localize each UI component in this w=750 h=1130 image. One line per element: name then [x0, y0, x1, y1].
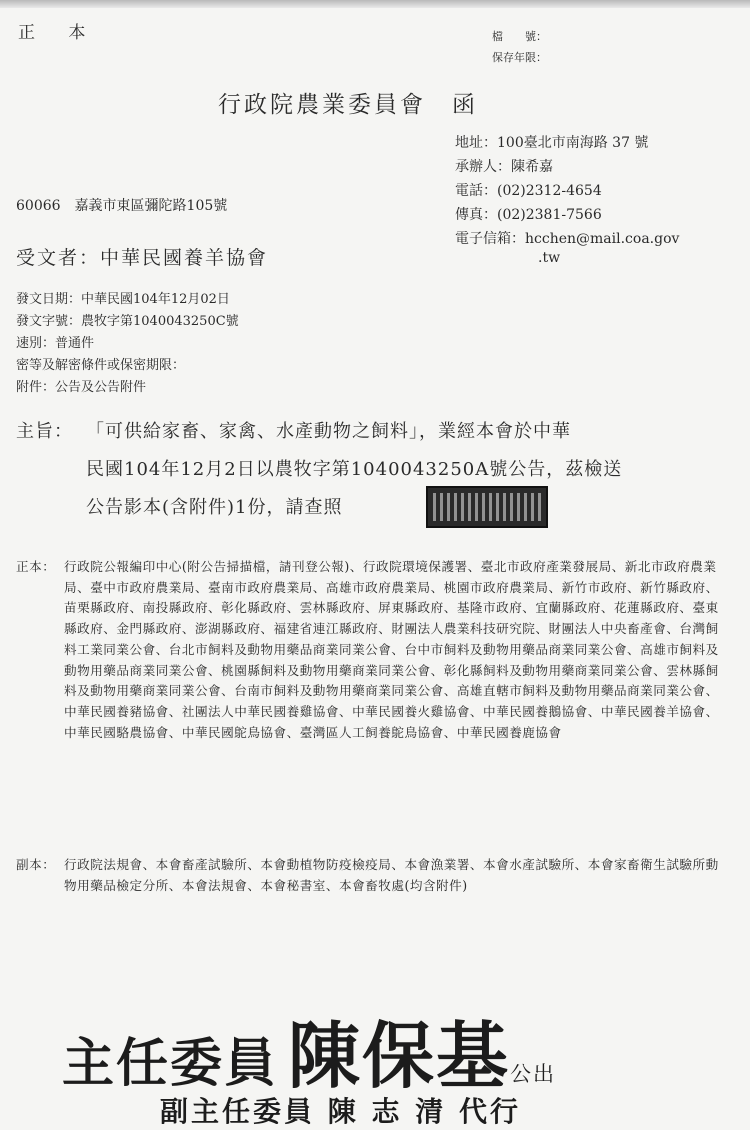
delivery-speed: 速別：普通件	[16, 336, 95, 351]
copy-recipients-text: 行政院法規會、本會畜產試驗所、本會動植物防疫檢疫局、本會漁業署、本會水產試驗所、本會家畜衛生試驗所動物用藥品檢定分所、本會法規會、本會秘書室、本會畜牧處(均含附件)	[64, 857, 719, 893]
recipient: 受文者：中華民國養羊協會	[16, 247, 269, 269]
scan-edge	[0, 0, 750, 8]
official-seal-stamp	[426, 486, 548, 528]
subject-line-3: 公告影本(含附件)1份，請查照	[86, 497, 343, 518]
file-number-label: 檔 號：	[492, 30, 547, 43]
retention-period-label: 保存年限：	[492, 51, 547, 64]
away-note: 公出	[510, 1062, 557, 1086]
contact-email-cont: .tw	[538, 250, 561, 266]
chairman-name: 陳保基	[288, 1013, 511, 1098]
chairman-title: 主任委員	[62, 1033, 279, 1094]
original-label: 正本：	[16, 559, 56, 574]
copy-label: 副本：	[16, 857, 56, 872]
issue-date: 發文日期：中華民國104年12月02日	[16, 292, 230, 307]
attachments: 附件：公告及公告附件	[16, 380, 147, 395]
copy-recipients	[16, 855, 728, 896]
contact-fax: 傳真：(02)2381-7566	[455, 207, 602, 223]
chairman-signature	[62, 998, 556, 1102]
contact-handler: 承辦人：陳希嘉	[455, 159, 553, 175]
contact-phone: 電話：(02)2312-4654	[455, 183, 602, 199]
deputy-signature: 副主任委員 陳 志 清 代行	[160, 1095, 521, 1128]
subject-line-1: 「可供給家畜、家禽、水產動物之飼料」，業經本會於中華	[86, 421, 571, 442]
document-number: 發文字號：農牧字第1040043250C號	[16, 314, 239, 329]
document-type: 函	[452, 92, 478, 118]
original-recipients	[16, 557, 728, 743]
contact-email: 電子信箱：hcchen@mail.coa.gov	[455, 231, 680, 247]
recipient-address: 60066 嘉義市東區彌陀路105號	[16, 198, 228, 214]
subject-label: 主旨：	[16, 421, 73, 442]
original-recipients-text: 行政院公報編印中心(附公告掃描檔，請刊登公報)、行政院環境保護署、臺北市政府產業發展局、新北市政府農業局、臺中市政府農業局、臺南市政府農業局、高雄市政府農業局、桃園市政府農業局、新竹市政府、新竹縣政府、苗栗縣政府、南投縣政府、彰化縣政府、雲林縣政府、屏東縣政府、基隆市政府、宜蘭縣政府、花蓮縣政府、臺東縣政府、金門縣政府、澎湖縣政府、福建省連江縣政府、財團法人農業科技研究院、財團法人中央畜產會、台灣飼料工業同業公會、台北市飼料及動物用藥品商業同業公會、台中市飼料及動物用藥品商業同業公會、高雄市飼料及動物用藥品商業同業公會、桃園縣飼料及動物用藥商業同業公會、彰化縣飼料及動物用藥商業同業公會、雲林縣飼料及動物用藥商業同業公會、台南市飼料及動物用藥商業同業公會、高雄直轄市飼料及動物用藥品商業同業公會、中華民國養豬協會、社團法人中華民國養雞協會、中華民國養火雞協會、中華民國養鵝協會、中華民國養羊協會、中華民國駱農協會、中華民國鴕鳥協會、臺灣區人工飼養鴕鳥協會、中華民國養鹿協會	[64, 559, 719, 740]
agency-name: 行政院農業委員會	[218, 92, 426, 118]
issuing-agency-title	[218, 86, 478, 119]
secrecy-level: 密等及解密條件或保密期限：	[16, 358, 186, 373]
copy-mark: 正 本	[18, 23, 100, 43]
contact-address: 地址：100臺北市南海路 37 號	[455, 135, 649, 151]
subject-line-2: 民國104年12月2日以農牧字第1040043250A號公告，茲檢送	[86, 459, 623, 480]
